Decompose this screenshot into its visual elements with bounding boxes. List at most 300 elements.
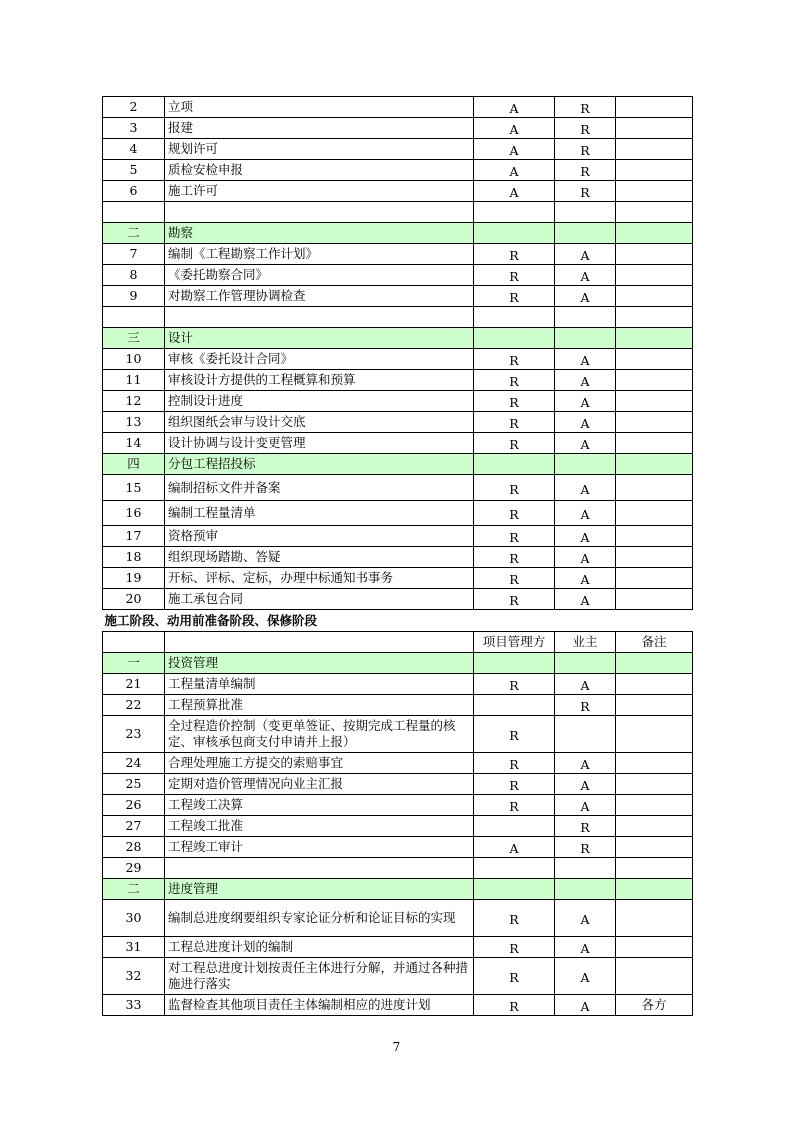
row-project-manager — [474, 160, 555, 181]
row-owner — [555, 674, 616, 695]
row-owner-value: A — [580, 593, 590, 608]
row-remarks — [616, 753, 693, 774]
row-number: 15 — [103, 475, 165, 501]
row-item: 设计 — [165, 328, 474, 349]
table-row — [103, 118, 693, 139]
row-remarks — [616, 265, 693, 286]
table-row — [103, 816, 693, 837]
row-remarks — [616, 547, 693, 568]
table-row — [103, 568, 693, 589]
row-project-manager — [474, 937, 555, 958]
page-number: 7 — [392, 1040, 401, 1054]
row-number: 26 — [103, 795, 165, 816]
row-remarks — [616, 526, 693, 547]
row-remarks — [616, 454, 693, 475]
row-number: 二 — [103, 879, 165, 900]
row-owner — [555, 958, 616, 995]
row-number: 21 — [103, 674, 165, 695]
row-number: 20 — [103, 589, 165, 610]
row-number: 3 — [103, 118, 165, 139]
row-owner-value: R — [580, 143, 590, 158]
table-row — [103, 181, 693, 202]
table-row — [103, 97, 693, 118]
row-owner — [555, 202, 616, 223]
row-number: 5 — [103, 160, 165, 181]
row-number: 33 — [103, 995, 165, 1016]
row-project-manager — [474, 774, 555, 795]
row-project-manager — [474, 674, 555, 695]
table-row — [103, 958, 693, 995]
row-owner — [555, 349, 616, 370]
row-item: 组织现场踏勘、答疑 — [165, 547, 474, 568]
row-item — [165, 307, 474, 328]
row-project-manager-value: R — [509, 999, 519, 1014]
row-owner-value: A — [580, 437, 590, 452]
row-owner — [555, 900, 616, 937]
row-item: 编制《工程勘察工作计划》 — [165, 244, 474, 265]
row-owner — [555, 653, 616, 674]
column-header-row — [103, 632, 693, 653]
row-item: 组织图纸会审与设计交底 — [165, 412, 474, 433]
row-owner — [555, 307, 616, 328]
row-project-manager-value: R — [509, 437, 519, 452]
row-project-manager — [474, 370, 555, 391]
row-project-manager-value: R — [509, 416, 519, 431]
row-item: 全过程造价控制（变更单签证、按期完成工程量的核定、审核承包商支付申请并上报） — [165, 716, 474, 753]
row-owner-value: A — [580, 507, 590, 522]
row-owner-value: R — [580, 820, 590, 835]
row-remarks — [616, 653, 693, 674]
row-owner-value: A — [580, 551, 590, 566]
section-row — [103, 223, 693, 244]
row-owner-value: R — [580, 841, 590, 856]
row-project-manager — [474, 286, 555, 307]
row-remarks — [616, 370, 693, 391]
row-number: 17 — [103, 526, 165, 547]
row-project-manager — [474, 526, 555, 547]
row-project-manager-value: R — [509, 551, 519, 566]
row-item: 规划许可 — [165, 139, 474, 160]
row-remarks — [616, 958, 693, 995]
row-project-manager-value: R — [509, 395, 519, 410]
row-project-manager-value: A — [509, 143, 519, 158]
row-remarks — [616, 816, 693, 837]
row-item: 资格预审 — [165, 526, 474, 547]
row-item: 施工许可 — [165, 181, 474, 202]
row-item: 设计协调与设计变更管理 — [165, 433, 474, 454]
row-owner-value: A — [580, 970, 590, 985]
row-project-manager — [474, 795, 555, 816]
row-owner-value: R — [580, 164, 590, 179]
row-project-manager — [474, 816, 555, 837]
row-item: 进度管理 — [165, 879, 474, 900]
row-remarks — [616, 695, 693, 716]
header-project-manager: 项目管理方 — [474, 632, 555, 653]
row-item: 工程量清单编制 — [165, 674, 474, 695]
row-owner — [555, 501, 616, 526]
row-owner — [555, 328, 616, 349]
row-number: 三 — [103, 328, 165, 349]
row-project-manager-value: R — [509, 481, 519, 497]
row-owner-value: A — [580, 395, 590, 410]
table-row — [103, 349, 693, 370]
row-number: 12 — [103, 391, 165, 412]
row-owner — [555, 286, 616, 307]
table-row — [103, 900, 693, 937]
row-item: 审核《委托设计合同》 — [165, 349, 474, 370]
row-project-manager — [474, 265, 555, 286]
row-project-manager — [474, 349, 555, 370]
row-remarks — [616, 328, 693, 349]
row-project-manager-value: R — [509, 912, 519, 927]
table-row — [103, 391, 693, 412]
row-remarks — [616, 97, 693, 118]
row-project-manager-value: R — [509, 941, 519, 956]
row-number: 一 — [103, 653, 165, 674]
row-owner — [555, 97, 616, 118]
row-item: 监督检查其他项目责任主体编制相应的进度计划 — [165, 995, 474, 1016]
row-item: 质检安检申报 — [165, 160, 474, 181]
row-item: 施工承包合同 — [165, 589, 474, 610]
row-remarks — [616, 795, 693, 816]
row-owner — [555, 589, 616, 610]
row-owner — [555, 244, 616, 265]
row-owner — [555, 937, 616, 958]
row-remarks — [616, 244, 693, 265]
row-number: 4 — [103, 139, 165, 160]
row-project-manager — [474, 223, 555, 244]
table-row — [103, 433, 693, 454]
phase-title: 施工阶段、动用前准备阶段、保修阶段 — [104, 612, 318, 628]
row-remarks — [616, 774, 693, 795]
row-project-manager-value: R — [509, 778, 519, 793]
row-remarks — [616, 139, 693, 160]
row-owner — [555, 433, 616, 454]
row-project-manager — [474, 118, 555, 139]
row-owner — [555, 223, 616, 244]
row-project-manager — [474, 202, 555, 223]
table-row — [103, 265, 693, 286]
row-project-manager-value: R — [509, 530, 519, 545]
row-remarks — [616, 118, 693, 139]
row-project-manager-value: R — [509, 269, 519, 284]
header-owner: 业主 — [555, 632, 616, 653]
row-owner-value: A — [580, 757, 590, 772]
row-project-manager — [474, 547, 555, 568]
table-row — [103, 937, 693, 958]
table-row — [103, 547, 693, 568]
row-owner — [555, 412, 616, 433]
row-project-manager — [474, 433, 555, 454]
row-item — [165, 858, 474, 879]
row-owner — [555, 181, 616, 202]
row-owner — [555, 139, 616, 160]
table-row — [103, 501, 693, 526]
row-remarks — [616, 858, 693, 879]
phase-section — [103, 610, 693, 653]
row-item: 对工程总进度计划按责任主体进行分解，并通过各种措施进行落实 — [165, 958, 474, 995]
section-row — [103, 879, 693, 900]
row-project-manager — [474, 307, 555, 328]
row-number: 16 — [103, 501, 165, 526]
row-number: 25 — [103, 774, 165, 795]
row-owner — [555, 547, 616, 568]
row-item: 报建 — [165, 118, 474, 139]
row-owner — [555, 454, 616, 475]
row-owner — [555, 370, 616, 391]
row-number: 27 — [103, 816, 165, 837]
row-remarks — [616, 937, 693, 958]
row-remarks — [616, 475, 693, 501]
table-row — [103, 674, 693, 695]
row-project-manager-value: R — [509, 248, 519, 263]
row-number: 13 — [103, 412, 165, 433]
table-row — [103, 139, 693, 160]
table-row — [103, 995, 693, 1016]
row-project-manager — [474, 753, 555, 774]
row-owner — [555, 795, 616, 816]
row-project-manager — [474, 995, 555, 1016]
row-number: 6 — [103, 181, 165, 202]
row-remarks — [616, 716, 693, 753]
table-row — [103, 160, 693, 181]
row-project-manager-value: R — [509, 507, 519, 522]
row-owner — [555, 265, 616, 286]
table-row — [103, 202, 693, 223]
row-project-manager — [474, 958, 555, 995]
row-item: 工程竣工决算 — [165, 795, 474, 816]
table-row — [103, 716, 693, 753]
row-number: 22 — [103, 695, 165, 716]
row-item: 工程竣工审计 — [165, 837, 474, 858]
row-remarks — [616, 307, 693, 328]
row-owner-value: A — [580, 941, 590, 956]
row-project-manager-value: R — [509, 572, 519, 587]
row-item — [165, 202, 474, 223]
row-number: 2 — [103, 97, 165, 118]
row-item: 控制设计进度 — [165, 391, 474, 412]
table-row — [103, 286, 693, 307]
row-number: 19 — [103, 568, 165, 589]
row-remarks — [616, 674, 693, 695]
row-project-manager — [474, 716, 555, 753]
row-item: 编制总进度纲要组织专家论证分析和论证目标的实现 — [165, 900, 474, 937]
row-item: 定期对造价管理情况向业主汇报 — [165, 774, 474, 795]
row-owner-value: R — [580, 101, 590, 116]
row-project-manager — [474, 589, 555, 610]
row-item: 《委托勘察合同》 — [165, 265, 474, 286]
row-project-manager — [474, 501, 555, 526]
row-number: 28 — [103, 837, 165, 858]
row-project-manager — [474, 475, 555, 501]
row-owner-value: A — [580, 353, 590, 368]
header-no — [103, 632, 165, 653]
table-body-bottom — [103, 653, 693, 1016]
row-project-manager-value: R — [509, 757, 519, 772]
row-project-manager-value: R — [509, 728, 519, 743]
row-item: 工程总进度计划的编制 — [165, 937, 474, 958]
row-owner — [555, 118, 616, 139]
row-remarks — [616, 568, 693, 589]
row-owner — [555, 816, 616, 837]
row-project-manager-value: A — [509, 122, 519, 137]
row-remarks — [616, 202, 693, 223]
row-project-manager-value: R — [509, 970, 519, 985]
row-number: 7 — [103, 244, 165, 265]
table-row — [103, 412, 693, 433]
table-row — [103, 753, 693, 774]
row-project-manager — [474, 412, 555, 433]
row-project-manager-value: R — [509, 799, 519, 814]
row-project-manager-value: R — [509, 678, 519, 693]
row-project-manager — [474, 568, 555, 589]
row-number: 14 — [103, 433, 165, 454]
row-project-manager — [474, 879, 555, 900]
table-row — [103, 858, 693, 879]
row-project-manager — [474, 454, 555, 475]
row-project-manager — [474, 695, 555, 716]
row-remarks — [616, 349, 693, 370]
section-row — [103, 454, 693, 475]
phase-title-row — [103, 610, 693, 632]
table-row — [103, 307, 693, 328]
row-owner-value: R — [580, 122, 590, 137]
row-owner — [555, 879, 616, 900]
row-owner — [555, 391, 616, 412]
row-owner-value: A — [580, 248, 590, 263]
row-number: 8 — [103, 265, 165, 286]
row-number: 9 — [103, 286, 165, 307]
row-owner — [555, 475, 616, 501]
row-project-manager-value: A — [509, 841, 519, 856]
row-owner-value: R — [580, 185, 590, 200]
row-owner — [555, 774, 616, 795]
row-owner-value: A — [580, 290, 590, 305]
row-owner-value: A — [580, 999, 590, 1014]
row-owner-value: A — [580, 269, 590, 284]
row-remarks: 各方 — [616, 995, 693, 1016]
row-number — [103, 202, 165, 223]
header-remarks: 备注 — [616, 632, 693, 653]
row-number: 11 — [103, 370, 165, 391]
row-owner-value: A — [580, 374, 590, 389]
row-owner-value: A — [580, 572, 590, 587]
table-row — [103, 774, 693, 795]
row-item: 对勘察工作管理协调检查 — [165, 286, 474, 307]
row-item: 开标、评标、定标，办理中标通知书事务 — [165, 568, 474, 589]
row-item: 勘察 — [165, 223, 474, 244]
row-number: 18 — [103, 547, 165, 568]
row-number: 24 — [103, 753, 165, 774]
row-item: 工程预算批准 — [165, 695, 474, 716]
row-owner — [555, 526, 616, 547]
row-remarks — [616, 412, 693, 433]
row-number: 二 — [103, 223, 165, 244]
row-owner — [555, 716, 616, 753]
row-number: 10 — [103, 349, 165, 370]
row-remarks — [616, 391, 693, 412]
table-row — [103, 526, 693, 547]
row-number: 四 — [103, 454, 165, 475]
row-project-manager — [474, 391, 555, 412]
row-item: 投资管理 — [165, 653, 474, 674]
row-project-manager-value: R — [509, 374, 519, 389]
table-body-top — [103, 97, 693, 610]
row-item: 编制招标文件并备案 — [165, 475, 474, 501]
row-owner — [555, 837, 616, 858]
row-owner-value: R — [580, 699, 590, 714]
row-number: 31 — [103, 937, 165, 958]
row-item: 合理处理施工方提交的索赔事宜 — [165, 753, 474, 774]
row-project-manager-value: R — [509, 290, 519, 305]
row-project-manager — [474, 858, 555, 879]
row-owner-value: A — [580, 530, 590, 545]
row-owner-value: A — [580, 912, 590, 927]
row-owner-value: A — [580, 481, 590, 497]
row-owner — [555, 160, 616, 181]
row-project-manager-value: A — [509, 164, 519, 179]
table-row — [103, 244, 693, 265]
row-number: 32 — [103, 958, 165, 995]
row-owner — [555, 695, 616, 716]
row-project-manager — [474, 181, 555, 202]
row-project-manager — [474, 244, 555, 265]
row-item: 工程竣工批准 — [165, 816, 474, 837]
row-number: 29 — [103, 858, 165, 879]
row-number: 23 — [103, 716, 165, 753]
row-item: 审核设计方提供的工程概算和预算 — [165, 370, 474, 391]
responsibility-table — [102, 96, 693, 1016]
row-project-manager — [474, 900, 555, 937]
row-remarks — [616, 501, 693, 526]
row-project-manager-value: R — [509, 353, 519, 368]
row-remarks — [616, 589, 693, 610]
row-number: 30 — [103, 900, 165, 937]
row-remarks — [616, 181, 693, 202]
row-item: 编制工程量清单 — [165, 501, 474, 526]
row-remarks — [616, 837, 693, 858]
table-row — [103, 837, 693, 858]
row-project-manager — [474, 97, 555, 118]
row-owner — [555, 568, 616, 589]
row-project-manager-value: A — [509, 185, 519, 200]
row-owner — [555, 995, 616, 1016]
row-item: 立项 — [165, 97, 474, 118]
table-row — [103, 475, 693, 501]
row-remarks — [616, 433, 693, 454]
table-row — [103, 795, 693, 816]
row-project-manager-value: A — [509, 101, 519, 116]
row-owner — [555, 858, 616, 879]
row-owner-value: A — [580, 799, 590, 814]
row-remarks — [616, 286, 693, 307]
row-number — [103, 307, 165, 328]
row-owner-value: A — [580, 778, 590, 793]
table-row — [103, 695, 693, 716]
row-project-manager — [474, 328, 555, 349]
table-row — [103, 589, 693, 610]
row-owner — [555, 753, 616, 774]
row-remarks — [616, 879, 693, 900]
table-row — [103, 370, 693, 391]
row-owner-value: A — [580, 678, 590, 693]
row-remarks — [616, 160, 693, 181]
row-owner-value: A — [580, 416, 590, 431]
row-item: 分包工程招投标 — [165, 454, 474, 475]
section-row — [103, 653, 693, 674]
row-project-manager — [474, 139, 555, 160]
row-remarks — [616, 900, 693, 937]
